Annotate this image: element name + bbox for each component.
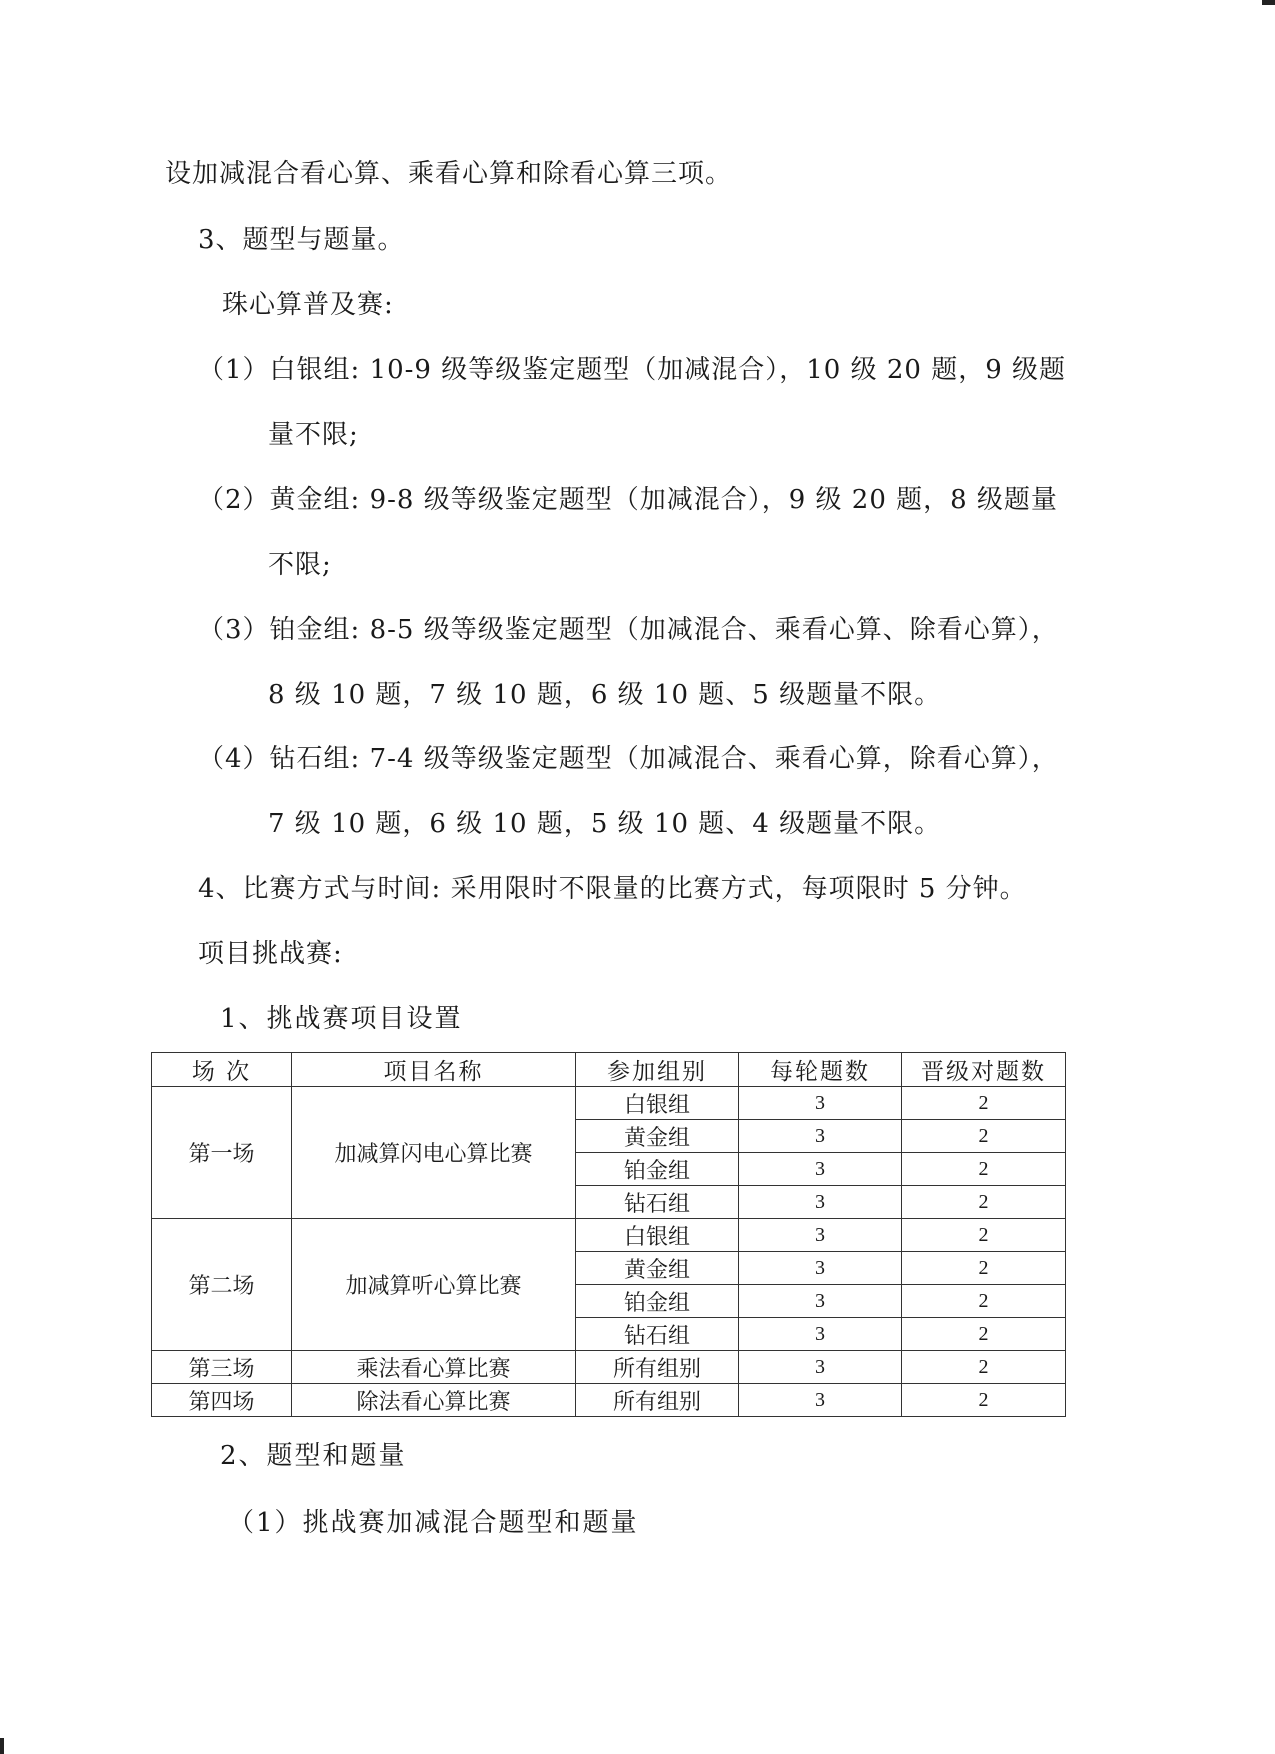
advance-cell: 2 xyxy=(902,1285,1066,1318)
heading-question-types: 3、题型与题量。 xyxy=(198,225,405,255)
table-row xyxy=(152,1384,1066,1417)
table-row xyxy=(152,1351,1066,1384)
project-cell: 乘法看心算比赛 xyxy=(292,1351,576,1384)
per-round-cell: 3 xyxy=(739,1219,902,1252)
header-project: 项目名称 xyxy=(292,1053,576,1087)
subheading-popularization: 珠心算普及赛: xyxy=(222,290,394,320)
group-cell: 铂金组 xyxy=(576,1285,739,1318)
project-cell: 除法看心算比赛 xyxy=(292,1384,576,1417)
per-round-cell: 3 xyxy=(739,1153,902,1186)
advance-cell: 2 xyxy=(902,1153,1066,1186)
per-round-cell: 3 xyxy=(739,1384,902,1417)
item-platinum-line1: （3）铂金组: 8-5 级等级鉴定题型（加减混合、乘看心算、除看心算）， xyxy=(198,615,1059,645)
per-round-cell: 3 xyxy=(739,1252,902,1285)
item-gold-line2: 不限; xyxy=(268,550,332,580)
challenge-table xyxy=(151,1052,1066,1417)
advance-cell: 2 xyxy=(902,1252,1066,1285)
scan-edge-mark xyxy=(0,1738,4,1754)
item-silver-line1: （1）白银组: 10-9 级等级鉴定题型（加减混合），10 级 20 题，9 级题 xyxy=(198,355,1067,385)
group-cell: 白银组 xyxy=(576,1219,739,1252)
group-cell: 钻石组 xyxy=(576,1186,739,1219)
session-cell: 第一场 xyxy=(152,1087,292,1219)
header-per-round: 每轮题数 xyxy=(739,1053,902,1087)
session-cell: 第二场 xyxy=(152,1219,292,1351)
group-cell: 黄金组 xyxy=(576,1120,739,1153)
advance-cell: 2 xyxy=(902,1384,1066,1417)
per-round-cell: 3 xyxy=(739,1087,902,1120)
advance-cell: 2 xyxy=(902,1120,1066,1153)
project-cell: 加减算闪电心算比赛 xyxy=(292,1087,576,1219)
advance-cell: 2 xyxy=(902,1318,1066,1351)
advance-cell: 2 xyxy=(902,1186,1066,1219)
project-cell: 加减算听心算比赛 xyxy=(292,1219,576,1351)
item-silver-line2: 量不限; xyxy=(268,420,359,450)
advance-cell: 2 xyxy=(902,1351,1066,1384)
item-platinum-line2: 8 级 10 题，7 级 10 题，6 级 10 题、5 级题量不限。 xyxy=(268,680,942,710)
per-round-cell: 3 xyxy=(739,1186,902,1219)
item-diamond-line2: 7 级 10 题，6 级 10 题，5 级 10 题、4 级题量不限。 xyxy=(268,809,942,839)
group-cell: 所有组别 xyxy=(576,1351,739,1384)
item-gold-line1: （2）黄金组: 9-8 级等级鉴定题型（加减混合），9 级 20 题，8 级题量 xyxy=(198,485,1058,515)
per-round-cell: 3 xyxy=(739,1120,902,1153)
group-cell: 黄金组 xyxy=(576,1252,739,1285)
header-group: 参加组别 xyxy=(576,1053,739,1087)
group-cell: 铂金组 xyxy=(576,1153,739,1186)
group-cell: 白银组 xyxy=(576,1087,739,1120)
table-row xyxy=(152,1087,1066,1120)
advance-cell: 2 xyxy=(902,1219,1066,1252)
table-header-row xyxy=(152,1053,1066,1087)
item-diamond-line1: （4）钻石组: 7-4 级等级鉴定题型（加减混合、乘看心算，除看心算）， xyxy=(198,744,1059,774)
session-cell: 第三场 xyxy=(152,1351,292,1384)
heading-challenge: 项目挑战赛: xyxy=(198,939,343,969)
table-row xyxy=(152,1219,1066,1252)
per-round-cell: 3 xyxy=(739,1351,902,1384)
session-cell: 第四场 xyxy=(152,1384,292,1417)
header-session: 场 次 xyxy=(152,1053,292,1087)
advance-cell: 2 xyxy=(902,1087,1066,1120)
scan-edge-mark xyxy=(1262,0,1275,5)
group-cell: 所有组别 xyxy=(576,1384,739,1417)
group-cell: 钻石组 xyxy=(576,1318,739,1351)
heading-format-time: 4、比赛方式与时间: 采用限时不限量的比赛方式，每项限时 5 分钟。 xyxy=(198,874,1027,904)
per-round-cell: 3 xyxy=(739,1285,902,1318)
heading-types-quantity: 2、题型和题量 xyxy=(220,1441,407,1471)
heading-challenge-setup: 1、挑战赛项目设置 xyxy=(220,1004,463,1034)
header-advance: 晋级对题数 xyxy=(902,1053,1066,1087)
per-round-cell: 3 xyxy=(739,1318,902,1351)
paragraph-scope: 设加减混合看心算、乘看心算和除看心算三项。 xyxy=(165,159,733,189)
heading-add-subtract-types: （1）挑战赛加减混合题型和题量 xyxy=(228,1508,639,1538)
